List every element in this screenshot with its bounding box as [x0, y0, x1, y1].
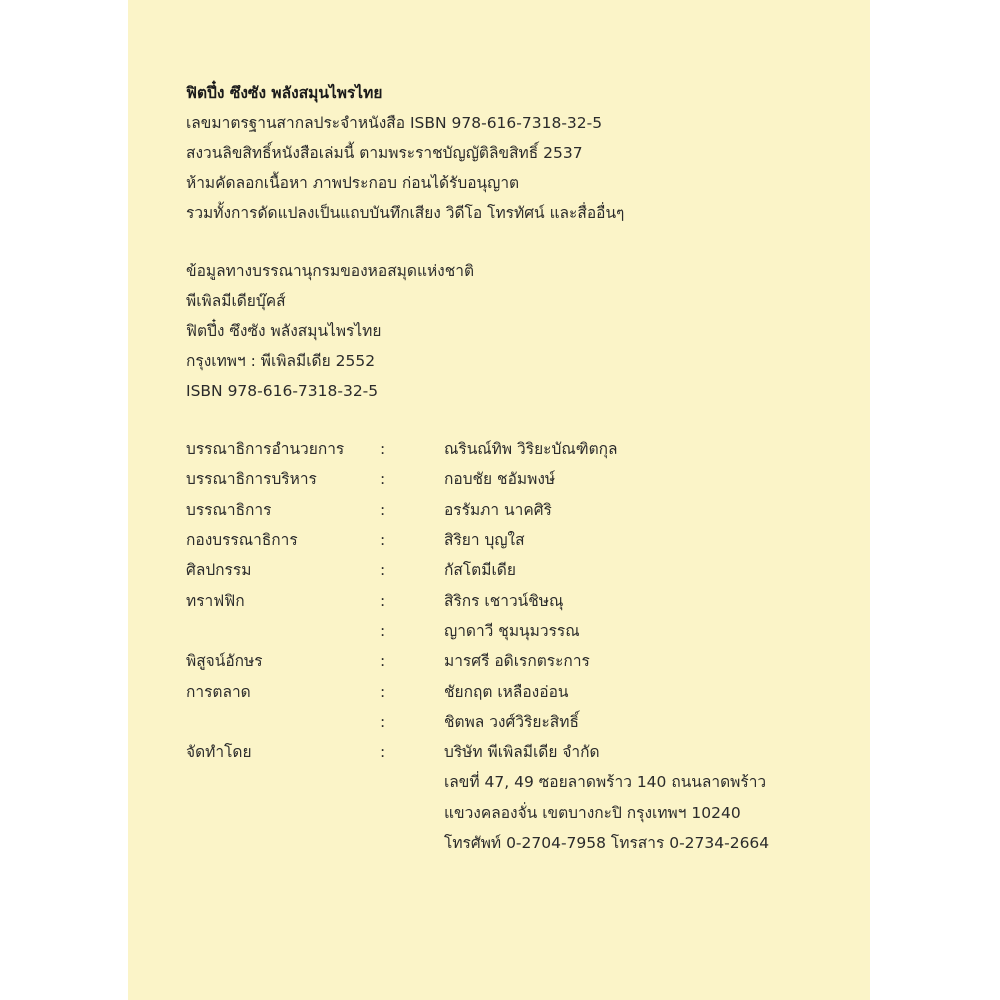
credit-row [186, 646, 846, 676]
credit-row [186, 737, 846, 767]
credit-row [186, 585, 846, 615]
credit-row [186, 767, 846, 797]
cataloging-isbn: ISBN 978-616-7318-32-5 [186, 382, 379, 400]
credit-role: กองบรรณาธิการ [186, 531, 298, 550]
credit-colon: : [380, 561, 386, 580]
cataloging-publisher: กรุงเทพฯ : พีเพิลมีเดีย 2552 [186, 352, 376, 370]
credit-colon: : [380, 743, 386, 762]
credit-name: บริษัท พีเพิลมีเดีย จำกัด [444, 743, 600, 762]
cataloging-heading: ข้อมูลทางบรรณานุกรมของหอสมุดแห่งชาติ [186, 262, 475, 280]
credit-name: ชัยกฤต เหลืองอ่อน [444, 682, 569, 701]
copyright-line-rights: สงวนลิขสิทธิ์หนังสือเล่มนี้ ตามพระราชบัญญัติลิขสิทธิ์ 2537 [186, 144, 583, 162]
credit-role: การตลาด [186, 682, 251, 701]
credit-row [186, 616, 846, 646]
credit-name: ณรินณ์ทิพ วิริยะบัณฑิตกุล [444, 440, 618, 459]
book-title: ฟิตปึ๋ง ซึงซัง พลังสมุนไพรไทย [186, 84, 383, 102]
credit-row [186, 464, 846, 494]
credit-row [186, 707, 846, 737]
credit-colon: : [380, 440, 386, 459]
credits-table [186, 434, 846, 858]
credit-row [186, 495, 846, 525]
credit-colon: : [380, 621, 386, 640]
credit-row [186, 676, 846, 706]
copyright-line-no-copy: ห้ามคัดลอกเนื้อหา ภาพประกอบ ก่อนได้รับอนุญาต [186, 174, 520, 192]
credit-role: บรรณาธิการ [186, 500, 272, 519]
credit-name: ญาดาวี ชุมนุมวรรณ [444, 621, 580, 640]
cataloging-title: ฟิตปึ๋ง ซึงซัง พลังสมุนไพรไทย [186, 322, 382, 340]
credit-role: บรรณาธิการบริหาร [186, 470, 317, 489]
credit-role: บรรณาธิการอำนวยการ [186, 440, 345, 459]
copyright-line-adaptation: รวมทั้งการดัดแปลงเป็นแถบบันทึกเสียง วิดีโอ โทรทัศน์ และสื่ออื่นๆ [186, 204, 625, 222]
credit-colon: : [380, 712, 386, 731]
cataloging-author: พีเพิลมีเดียบุ๊คส์ [186, 292, 286, 310]
credit-row [186, 798, 846, 828]
book-page [128, 0, 870, 1000]
credit-row [186, 525, 846, 555]
credit-name: อรรัมภา นาคศิริ [444, 500, 552, 519]
publisher-address-line: เลขที่ 47, 49 ซอยลาดพร้าว 140 ถนนลาดพร้าว [444, 773, 767, 792]
credit-colon: : [380, 500, 386, 519]
credit-row [186, 555, 846, 585]
credit-name: สิริยา บุญใส [444, 531, 525, 550]
credit-colon: : [380, 591, 386, 610]
credit-role: จัดทำโดย [186, 743, 252, 762]
copyright-line-isbn: เลขมาตรฐานสากลประจำหนังสือ ISBN 978-616-7318-32-5 [186, 114, 603, 132]
copyright-block [186, 78, 846, 228]
credit-name: ชิตพล วงศ์วิริยะสิทธิ์ [444, 712, 579, 731]
credit-colon: : [380, 682, 386, 701]
publisher-phone-line: โทรศัพท์ 0-2704-7958 โทรสาร 0-2734-2664 [444, 834, 770, 852]
credit-colon: : [380, 470, 386, 489]
credit-role: ทราฟฟิก [186, 591, 245, 610]
cataloging-block [186, 256, 846, 406]
credit-role: พิสูจน์อักษร [186, 652, 263, 671]
credit-row [186, 434, 846, 464]
publisher-address-line: แขวงคลองจั่น เขตบางกะปิ กรุงเทพฯ 10240 [444, 803, 741, 822]
credit-role: ศิลปกรรม [186, 561, 252, 580]
credit-colon: : [380, 652, 386, 671]
credit-name: กัสโตมีเดีย [444, 561, 516, 580]
credit-colon: : [380, 531, 386, 550]
credit-name: กอบชัย ชอัมพงษ์ [444, 470, 556, 489]
credit-name: มารศรี อดิเรกตระการ [444, 652, 590, 671]
page-content [186, 78, 846, 858]
credit-name: สิริกร เชาวน์ชิษณุ [444, 591, 564, 610]
credit-row [186, 828, 846, 858]
